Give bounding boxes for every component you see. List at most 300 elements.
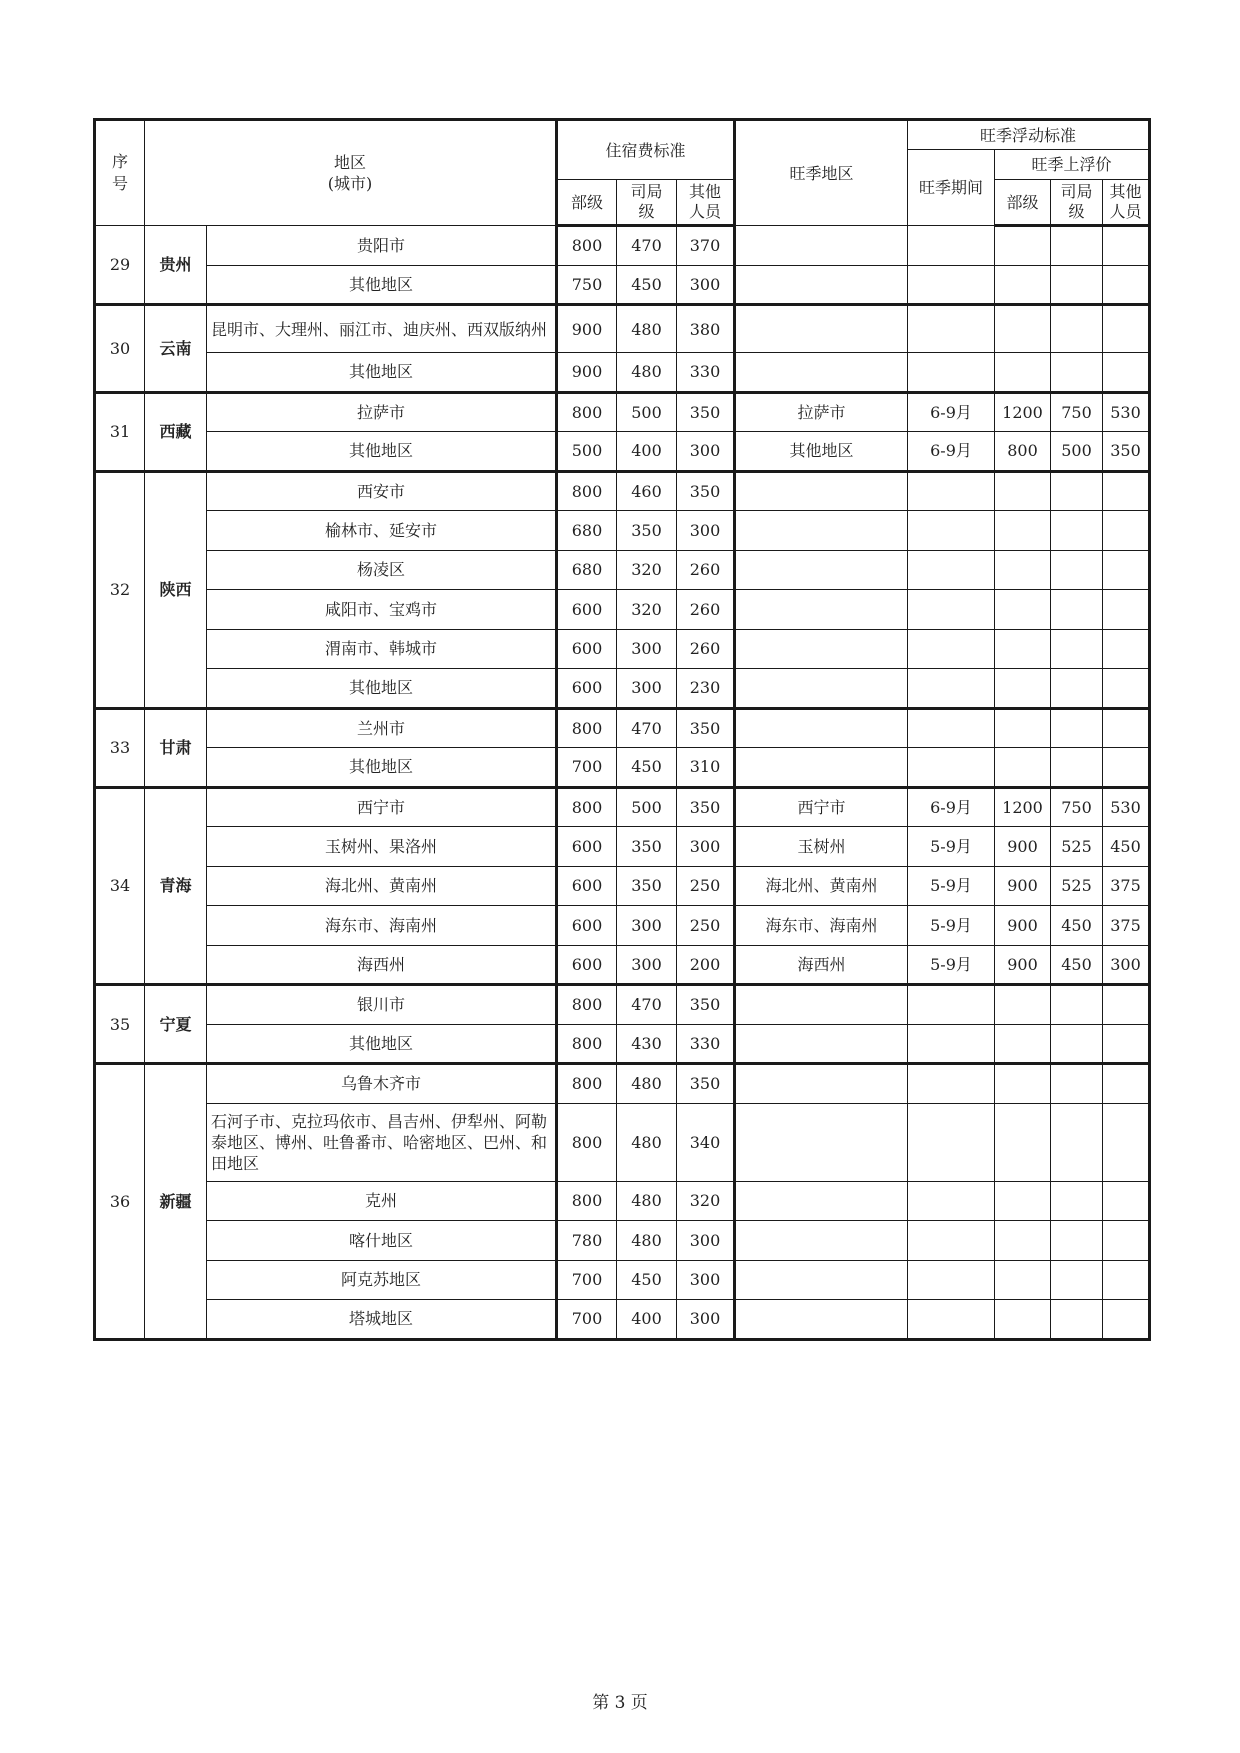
cell-peak-bureau xyxy=(1051,226,1103,266)
cell-peak-bureau xyxy=(1051,305,1103,353)
cell-other: 350 xyxy=(677,1064,735,1104)
cell-peak-region xyxy=(735,669,908,709)
page-number: 第 3 页 xyxy=(592,1693,648,1713)
cell-peak-region xyxy=(735,590,908,630)
table-row xyxy=(95,669,1150,709)
cell-other: 300 xyxy=(677,1221,735,1261)
cell-other: 350 xyxy=(677,787,735,827)
cell-peak-region xyxy=(735,748,908,788)
header-bureau: 司局级 xyxy=(617,180,677,226)
header-peak-bureau: 司局级 xyxy=(1051,180,1103,226)
cell-other: 300 xyxy=(677,827,735,867)
cell-peak-bureau xyxy=(1051,1024,1103,1064)
cell-city: 其他地区 xyxy=(207,1024,557,1064)
cell-peak-period xyxy=(908,265,995,305)
cell-peak-period: 5-9月 xyxy=(908,945,995,985)
table-row xyxy=(95,985,1150,1025)
cell-peak-other xyxy=(1103,708,1150,748)
cell-peak-bureau: 500 xyxy=(1051,432,1103,472)
cell-ministry: 800 xyxy=(557,708,617,748)
cell-ministry: 800 xyxy=(557,1024,617,1064)
cell-seq: 34 xyxy=(95,787,145,985)
table-row xyxy=(95,708,1150,748)
cell-peak-ministry xyxy=(995,226,1051,266)
cell-other: 350 xyxy=(677,471,735,511)
header-lodging-standard: 住宿费标准 xyxy=(557,120,735,180)
cell-other: 260 xyxy=(677,550,735,590)
header-region-label: 地区 xyxy=(333,153,366,172)
cell-city: 其他地区 xyxy=(207,669,557,709)
cell-peak-bureau xyxy=(1051,1300,1103,1340)
cell-peak-period xyxy=(908,1181,995,1221)
cell-city: 海东市、海南州 xyxy=(207,906,557,946)
cell-peak-other: 375 xyxy=(1103,906,1150,946)
cell-peak-bureau xyxy=(1051,550,1103,590)
cell-peak-ministry xyxy=(995,590,1051,630)
cell-other: 310 xyxy=(677,748,735,788)
cell-city: 西安市 xyxy=(207,471,557,511)
cell-peak-bureau: 450 xyxy=(1051,906,1103,946)
header-peak-ministry: 部级 xyxy=(995,180,1051,226)
header-peak-raise: 旺季上浮价 xyxy=(995,150,1150,180)
cell-bureau: 400 xyxy=(617,1300,677,1340)
cell-peak-ministry: 1200 xyxy=(995,787,1051,827)
cell-other: 370 xyxy=(677,226,735,266)
cell-peak-region xyxy=(735,1300,908,1340)
cell-peak-period xyxy=(908,1024,995,1064)
cell-peak-bureau xyxy=(1051,511,1103,551)
cell-peak-bureau xyxy=(1051,629,1103,669)
cell-peak-period xyxy=(908,305,995,353)
cell-bureau: 350 xyxy=(617,827,677,867)
cell-peak-ministry: 900 xyxy=(995,866,1051,906)
cell-city: 渭南市、韩城市 xyxy=(207,629,557,669)
cell-peak-period xyxy=(908,1221,995,1261)
cell-peak-other xyxy=(1103,1024,1150,1064)
cell-peak-ministry: 900 xyxy=(995,827,1051,867)
cell-peak-bureau xyxy=(1051,1221,1103,1261)
cell-peak-bureau: 750 xyxy=(1051,392,1103,432)
cell-peak-ministry xyxy=(995,471,1051,511)
cell-peak-ministry: 1200 xyxy=(995,392,1051,432)
cell-province: 青海 xyxy=(145,787,207,985)
cell-peak-period xyxy=(908,708,995,748)
cell-other: 300 xyxy=(677,1300,735,1340)
cell-ministry: 800 xyxy=(557,471,617,511)
cell-peak-region: 其他地区 xyxy=(735,432,908,472)
cell-other: 350 xyxy=(677,985,735,1025)
cell-city: 玉树州、果洛州 xyxy=(207,827,557,867)
header-peak-region: 旺季地区 xyxy=(735,120,908,226)
cell-peak-bureau xyxy=(1051,471,1103,511)
cell-city: 杨凌区 xyxy=(207,550,557,590)
cell-peak-other: 530 xyxy=(1103,392,1150,432)
cell-peak-ministry xyxy=(995,669,1051,709)
cell-peak-period xyxy=(908,353,995,393)
cell-bureau: 400 xyxy=(617,432,677,472)
cell-ministry: 800 xyxy=(557,1103,617,1181)
cell-city: 银川市 xyxy=(207,985,557,1025)
cell-peak-bureau: 450 xyxy=(1051,945,1103,985)
cell-city: 海西州 xyxy=(207,945,557,985)
cell-city: 石河子市、克拉玛依市、昌吉州、伊犁州、阿勒泰地区、博州、吐鲁番市、哈密地区、巴州、和田地区 xyxy=(207,1103,557,1181)
header-region-sub: (城市) xyxy=(327,174,373,193)
cell-peak-period xyxy=(908,226,995,266)
cell-city: 榆林市、延安市 xyxy=(207,511,557,551)
cell-city: 塔城地区 xyxy=(207,1300,557,1340)
cell-peak-region xyxy=(735,305,908,353)
cell-other: 330 xyxy=(677,353,735,393)
cell-bureau: 480 xyxy=(617,353,677,393)
cell-bureau: 450 xyxy=(617,1260,677,1300)
table-body xyxy=(95,226,1150,1340)
cell-peak-other xyxy=(1103,1103,1150,1181)
cell-peak-bureau xyxy=(1051,353,1103,393)
cell-ministry: 680 xyxy=(557,511,617,551)
cell-bureau: 480 xyxy=(617,305,677,353)
cell-peak-ministry xyxy=(995,305,1051,353)
cell-peak-period: 6-9月 xyxy=(908,787,995,827)
table-row xyxy=(95,511,1150,551)
cell-ministry: 600 xyxy=(557,945,617,985)
cell-peak-other: 375 xyxy=(1103,866,1150,906)
table-row xyxy=(95,1024,1150,1064)
cell-bureau: 450 xyxy=(617,265,677,305)
cell-peak-period xyxy=(908,1300,995,1340)
cell-peak-other xyxy=(1103,1221,1150,1261)
cell-peak-period xyxy=(908,748,995,788)
cell-peak-bureau xyxy=(1051,1064,1103,1104)
cell-peak-bureau xyxy=(1051,590,1103,630)
cell-peak-region xyxy=(735,550,908,590)
cell-ministry: 780 xyxy=(557,1221,617,1261)
cell-seq: 33 xyxy=(95,708,145,787)
cell-peak-region xyxy=(735,1181,908,1221)
cell-peak-period xyxy=(908,985,995,1025)
table-row xyxy=(95,550,1150,590)
cell-bureau: 350 xyxy=(617,866,677,906)
cell-province: 甘肃 xyxy=(145,708,207,787)
lodging-standard-table xyxy=(93,118,1151,1341)
cell-province: 西藏 xyxy=(145,392,207,471)
cell-peak-period xyxy=(908,1103,995,1181)
cell-city: 海北州、黄南州 xyxy=(207,866,557,906)
cell-seq: 32 xyxy=(95,471,145,708)
cell-other: 200 xyxy=(677,945,735,985)
cell-other: 340 xyxy=(677,1103,735,1181)
cell-city: 其他地区 xyxy=(207,353,557,393)
cell-peak-other xyxy=(1103,511,1150,551)
cell-ministry: 800 xyxy=(557,985,617,1025)
header-seq: 序号 xyxy=(95,120,145,226)
cell-peak-region: 海西州 xyxy=(735,945,908,985)
cell-bureau: 350 xyxy=(617,511,677,551)
cell-province: 贵州 xyxy=(145,226,207,305)
cell-ministry: 800 xyxy=(557,226,617,266)
header-other: 其他人员 xyxy=(677,180,735,226)
cell-bureau: 480 xyxy=(617,1221,677,1261)
table-row xyxy=(95,629,1150,669)
table-row xyxy=(95,1221,1150,1261)
cell-peak-other xyxy=(1103,550,1150,590)
cell-other: 300 xyxy=(677,265,735,305)
cell-city: 贵阳市 xyxy=(207,226,557,266)
cell-peak-ministry xyxy=(995,629,1051,669)
cell-bureau: 430 xyxy=(617,1024,677,1064)
cell-city: 昆明市、大理州、丽江市、迪庆州、西双版纳州 xyxy=(207,305,557,353)
cell-ministry: 600 xyxy=(557,590,617,630)
cell-peak-period xyxy=(908,550,995,590)
cell-peak-ministry xyxy=(995,511,1051,551)
cell-peak-region xyxy=(735,985,908,1025)
cell-peak-ministry xyxy=(995,1064,1051,1104)
cell-bureau: 470 xyxy=(617,708,677,748)
cell-peak-other: 450 xyxy=(1103,827,1150,867)
cell-bureau: 320 xyxy=(617,590,677,630)
cell-bureau: 300 xyxy=(617,629,677,669)
header-peak-float-standard: 旺季浮动标准 xyxy=(908,120,1150,150)
cell-other: 230 xyxy=(677,669,735,709)
cell-peak-ministry xyxy=(995,1300,1051,1340)
cell-peak-ministry xyxy=(995,550,1051,590)
table-row xyxy=(95,265,1150,305)
cell-peak-period xyxy=(908,669,995,709)
cell-peak-period xyxy=(908,471,995,511)
cell-other: 250 xyxy=(677,866,735,906)
cell-peak-bureau xyxy=(1051,1181,1103,1221)
table-header xyxy=(95,120,1150,226)
cell-bureau: 470 xyxy=(617,226,677,266)
cell-peak-other xyxy=(1103,590,1150,630)
cell-peak-period xyxy=(908,590,995,630)
cell-peak-region xyxy=(735,1221,908,1261)
cell-bureau: 470 xyxy=(617,985,677,1025)
cell-other: 260 xyxy=(677,629,735,669)
table-row xyxy=(95,748,1150,788)
cell-peak-bureau xyxy=(1051,1103,1103,1181)
cell-peak-period: 6-9月 xyxy=(908,432,995,472)
cell-peak-ministry xyxy=(995,708,1051,748)
cell-ministry: 800 xyxy=(557,1181,617,1221)
cell-peak-other xyxy=(1103,226,1150,266)
cell-peak-period: 5-9月 xyxy=(908,827,995,867)
cell-other: 260 xyxy=(677,590,735,630)
cell-peak-period xyxy=(908,1260,995,1300)
cell-peak-region: 海北州、黄南州 xyxy=(735,866,908,906)
cell-ministry: 680 xyxy=(557,550,617,590)
table-row xyxy=(95,471,1150,511)
cell-ministry: 700 xyxy=(557,1260,617,1300)
table-row xyxy=(95,1300,1150,1340)
table-row xyxy=(95,392,1150,432)
cell-peak-region xyxy=(735,1024,908,1064)
cell-city: 克州 xyxy=(207,1181,557,1221)
cell-seq: 31 xyxy=(95,392,145,471)
cell-peak-other: 350 xyxy=(1103,432,1150,472)
cell-seq: 36 xyxy=(95,1064,145,1340)
cell-peak-bureau xyxy=(1051,1260,1103,1300)
table-row xyxy=(95,353,1150,393)
cell-city: 咸阳市、宝鸡市 xyxy=(207,590,557,630)
cell-ministry: 800 xyxy=(557,392,617,432)
cell-bureau: 500 xyxy=(617,392,677,432)
cell-peak-other xyxy=(1103,985,1150,1025)
cell-other: 300 xyxy=(677,432,735,472)
table-row xyxy=(95,866,1150,906)
cell-peak-region xyxy=(735,708,908,748)
cell-peak-other xyxy=(1103,1300,1150,1340)
cell-other: 300 xyxy=(677,1260,735,1300)
cell-peak-other xyxy=(1103,669,1150,709)
cell-peak-other xyxy=(1103,265,1150,305)
cell-peak-region xyxy=(735,265,908,305)
cell-seq: 29 xyxy=(95,226,145,305)
cell-other: 380 xyxy=(677,305,735,353)
cell-peak-region: 玉树州 xyxy=(735,827,908,867)
header-peak-period: 旺季期间 xyxy=(908,150,995,226)
cell-peak-region: 海东市、海南州 xyxy=(735,906,908,946)
cell-peak-other xyxy=(1103,1181,1150,1221)
cell-bureau: 460 xyxy=(617,471,677,511)
cell-city: 乌鲁木齐市 xyxy=(207,1064,557,1104)
cell-peak-ministry xyxy=(995,353,1051,393)
cell-ministry: 900 xyxy=(557,305,617,353)
cell-bureau: 480 xyxy=(617,1064,677,1104)
cell-city: 其他地区 xyxy=(207,265,557,305)
cell-peak-bureau xyxy=(1051,708,1103,748)
cell-peak-region xyxy=(735,1064,908,1104)
cell-bureau: 450 xyxy=(617,748,677,788)
cell-ministry: 600 xyxy=(557,827,617,867)
cell-peak-bureau: 525 xyxy=(1051,827,1103,867)
table-row xyxy=(95,305,1150,353)
cell-peak-region xyxy=(735,353,908,393)
cell-peak-region xyxy=(735,1103,908,1181)
cell-peak-ministry: 900 xyxy=(995,945,1051,985)
cell-other: 250 xyxy=(677,906,735,946)
header-region xyxy=(145,120,557,226)
table-row xyxy=(95,1181,1150,1221)
cell-peak-other xyxy=(1103,305,1150,353)
cell-ministry: 800 xyxy=(557,787,617,827)
cell-peak-period xyxy=(908,1064,995,1104)
cell-peak-other xyxy=(1103,1064,1150,1104)
cell-peak-ministry xyxy=(995,1181,1051,1221)
cell-ministry: 600 xyxy=(557,906,617,946)
table-row xyxy=(95,590,1150,630)
cell-ministry: 750 xyxy=(557,265,617,305)
cell-peak-ministry: 800 xyxy=(995,432,1051,472)
cell-bureau: 480 xyxy=(617,1103,677,1181)
cell-bureau: 300 xyxy=(617,945,677,985)
cell-peak-bureau xyxy=(1051,669,1103,709)
cell-bureau: 320 xyxy=(617,550,677,590)
cell-city: 其他地区 xyxy=(207,432,557,472)
cell-ministry: 700 xyxy=(557,748,617,788)
cell-peak-other: 300 xyxy=(1103,945,1150,985)
cell-city: 阿克苏地区 xyxy=(207,1260,557,1300)
cell-peak-region: 西宁市 xyxy=(735,787,908,827)
table-row xyxy=(95,1103,1150,1181)
cell-peak-period xyxy=(908,511,995,551)
cell-province: 陕西 xyxy=(145,471,207,708)
cell-peak-region xyxy=(735,471,908,511)
cell-peak-ministry: 900 xyxy=(995,906,1051,946)
cell-city: 拉萨市 xyxy=(207,392,557,432)
cell-peak-period: 5-9月 xyxy=(908,866,995,906)
cell-peak-bureau xyxy=(1051,265,1103,305)
cell-city: 兰州市 xyxy=(207,708,557,748)
table-row xyxy=(95,827,1150,867)
cell-ministry: 500 xyxy=(557,432,617,472)
cell-peak-other xyxy=(1103,1260,1150,1300)
cell-other: 320 xyxy=(677,1181,735,1221)
cell-province: 宁夏 xyxy=(145,985,207,1064)
cell-peak-bureau: 525 xyxy=(1051,866,1103,906)
cell-other: 350 xyxy=(677,708,735,748)
cell-peak-other xyxy=(1103,353,1150,393)
cell-peak-other xyxy=(1103,629,1150,669)
cell-peak-period: 6-9月 xyxy=(908,392,995,432)
cell-peak-region xyxy=(735,629,908,669)
cell-peak-ministry xyxy=(995,1260,1051,1300)
cell-ministry: 600 xyxy=(557,669,617,709)
cell-ministry: 700 xyxy=(557,1300,617,1340)
cell-province: 新疆 xyxy=(145,1064,207,1340)
cell-ministry: 900 xyxy=(557,353,617,393)
cell-peak-bureau xyxy=(1051,985,1103,1025)
cell-bureau: 300 xyxy=(617,906,677,946)
cell-peak-period xyxy=(908,629,995,669)
cell-ministry: 600 xyxy=(557,866,617,906)
cell-peak-ministry xyxy=(995,265,1051,305)
cell-peak-ministry xyxy=(995,1103,1051,1181)
table-row xyxy=(95,1064,1150,1104)
cell-other: 330 xyxy=(677,1024,735,1064)
cell-peak-region xyxy=(735,511,908,551)
cell-peak-other xyxy=(1103,471,1150,511)
cell-seq: 30 xyxy=(95,305,145,393)
table-row xyxy=(95,906,1150,946)
cell-peak-ministry xyxy=(995,1221,1051,1261)
cell-peak-region: 拉萨市 xyxy=(735,392,908,432)
header-ministry: 部级 xyxy=(557,180,617,226)
header-peak-other: 其他人员 xyxy=(1103,180,1150,226)
table-row xyxy=(95,945,1150,985)
cell-peak-ministry xyxy=(995,985,1051,1025)
cell-peak-ministry xyxy=(995,1024,1051,1064)
cell-seq: 35 xyxy=(95,985,145,1064)
cell-peak-other xyxy=(1103,748,1150,788)
table-row xyxy=(95,787,1150,827)
cell-bureau: 500 xyxy=(617,787,677,827)
cell-city: 喀什地区 xyxy=(207,1221,557,1261)
cell-province: 云南 xyxy=(145,305,207,393)
table-row xyxy=(95,226,1150,266)
cell-bureau: 480 xyxy=(617,1181,677,1221)
cell-city: 其他地区 xyxy=(207,748,557,788)
cell-other: 350 xyxy=(677,392,735,432)
cell-other: 300 xyxy=(677,511,735,551)
cell-ministry: 800 xyxy=(557,1064,617,1104)
cell-peak-region xyxy=(735,1260,908,1300)
cell-peak-other: 530 xyxy=(1103,787,1150,827)
cell-peak-region xyxy=(735,226,908,266)
cell-peak-period: 5-9月 xyxy=(908,906,995,946)
cell-peak-bureau xyxy=(1051,748,1103,788)
cell-peak-ministry xyxy=(995,748,1051,788)
table-row xyxy=(95,1260,1150,1300)
